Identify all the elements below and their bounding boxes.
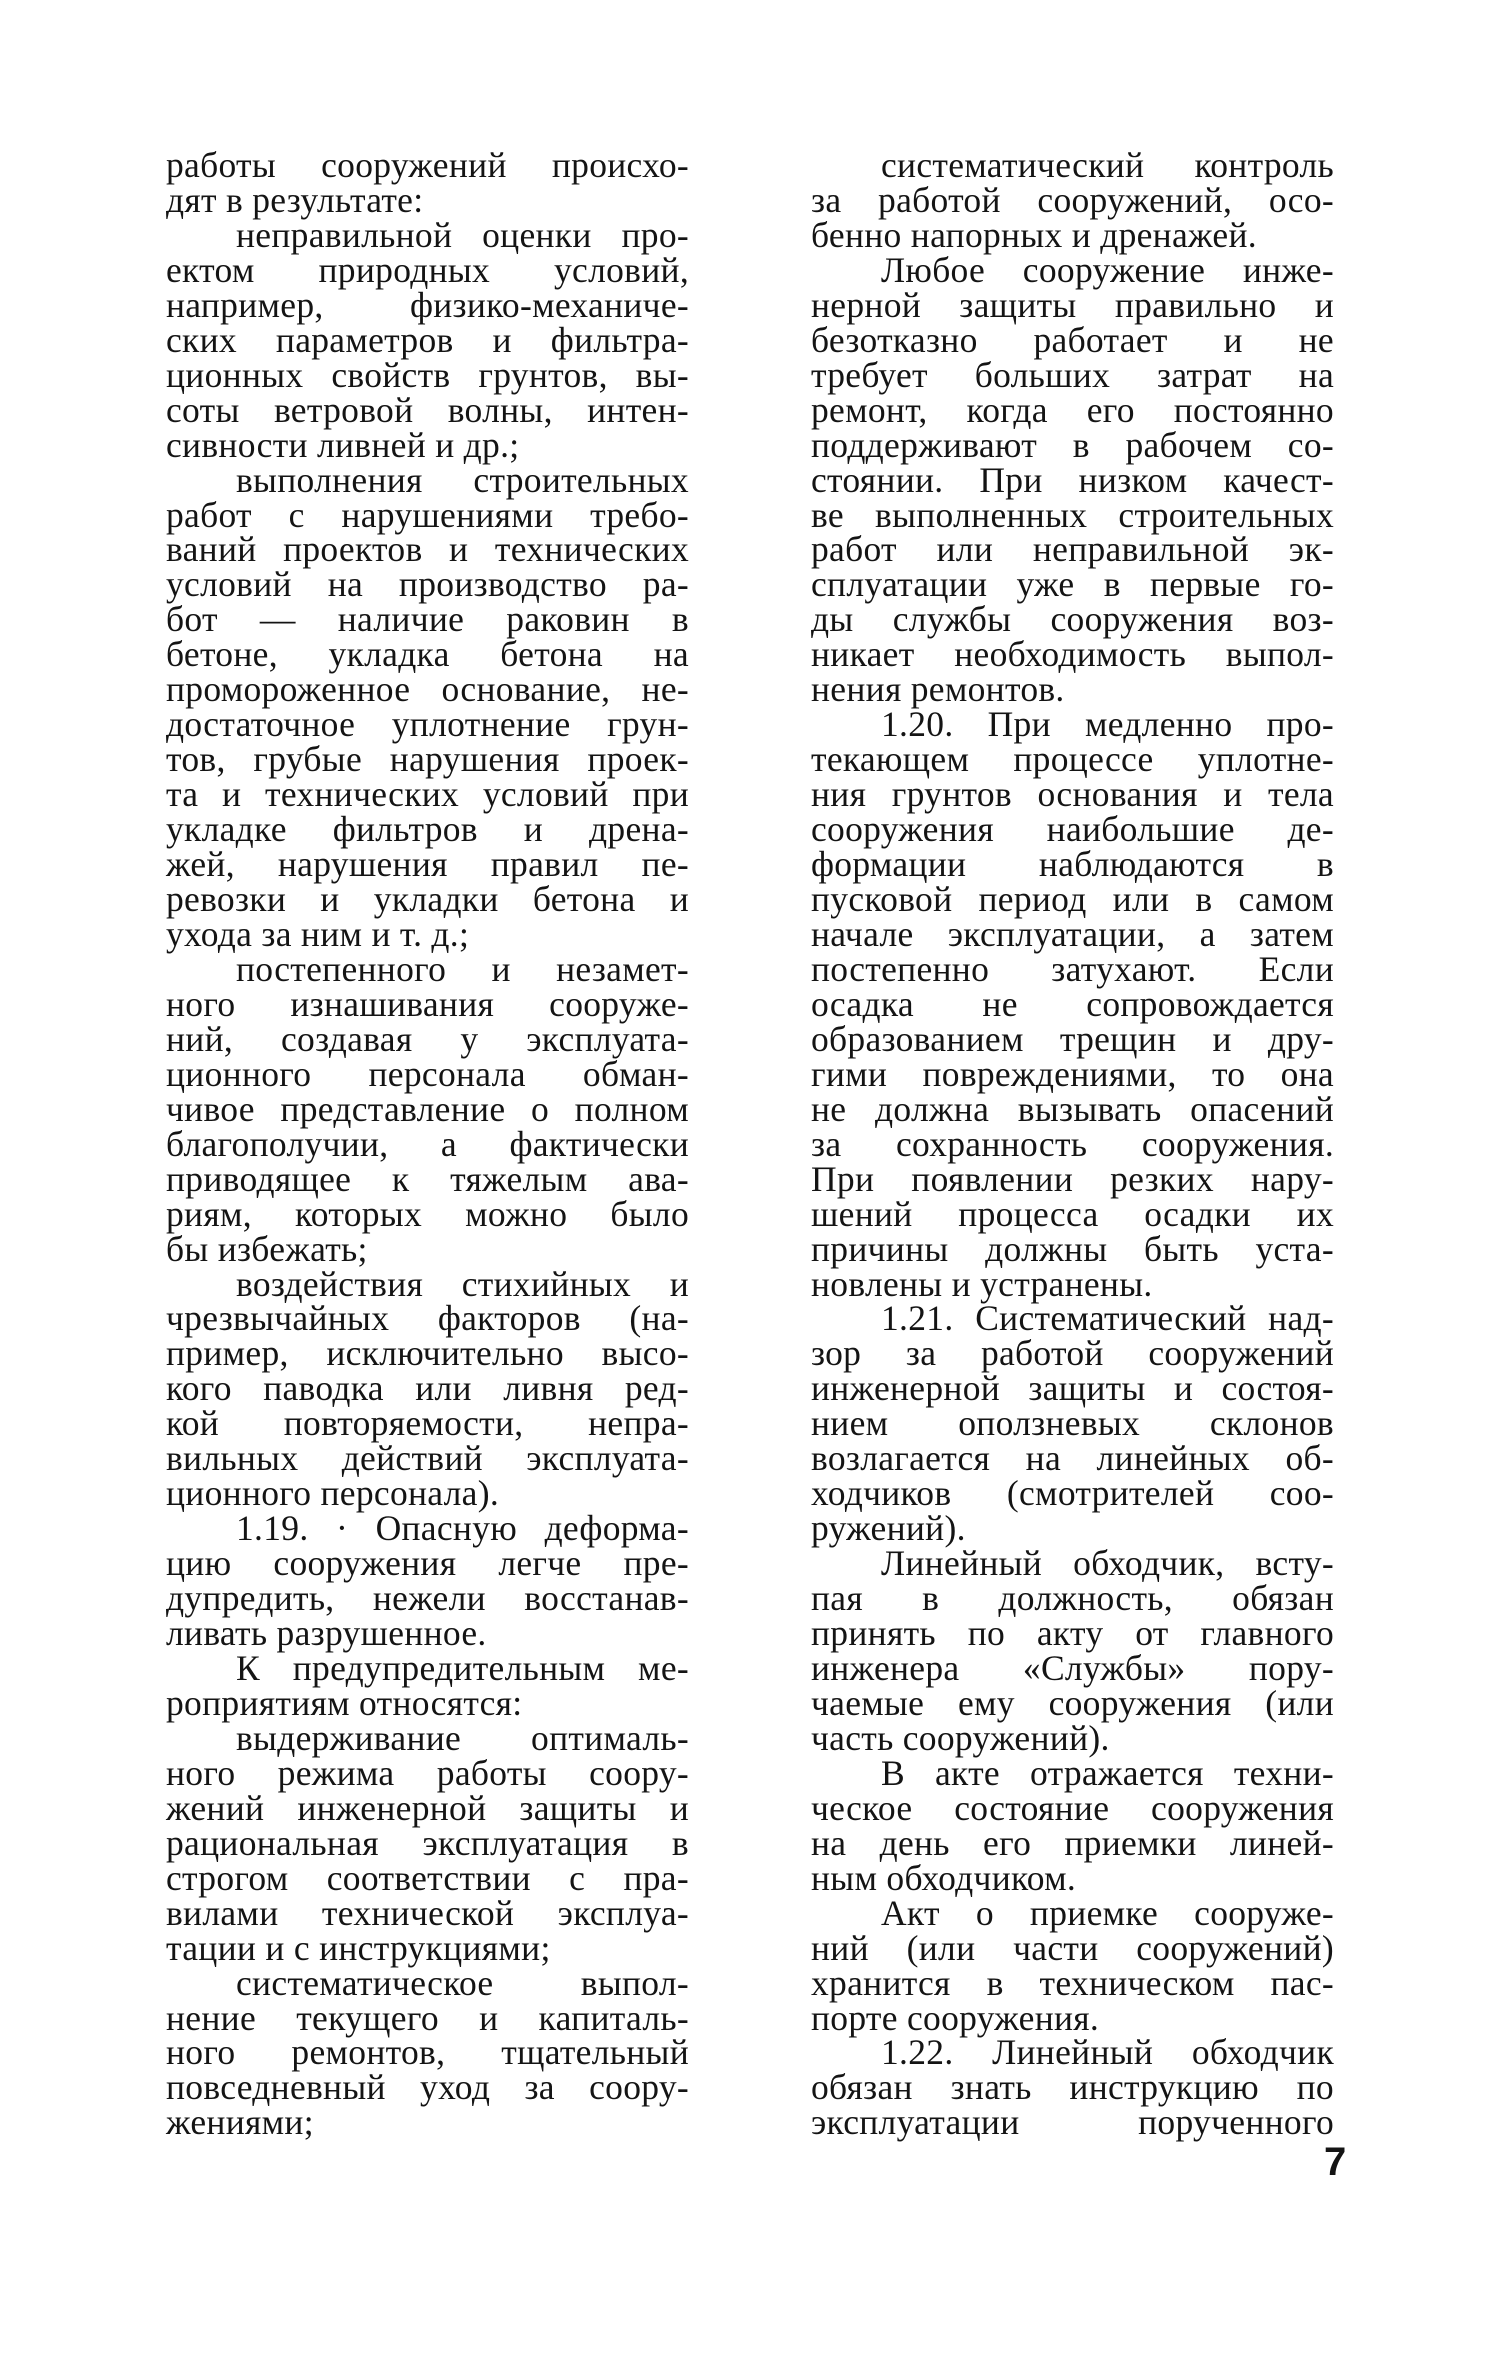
text-line: ционного персонала). xyxy=(166,1473,500,1514)
text-line: например, физико-механиче- xyxy=(166,284,689,325)
text-line: ного ремонтов, тщательный xyxy=(166,2032,689,2073)
text-line: порте сооружения. xyxy=(811,1997,1100,2038)
text-line: пая в должность, обязан xyxy=(811,1578,1334,1619)
text-line: выдерживание оптималь- xyxy=(236,1717,689,1758)
text-line: К предупредительным ме- xyxy=(236,1647,689,1688)
paragraph xyxy=(811,145,1334,255)
text-line: требует больших затрат на xyxy=(811,354,1334,395)
text-line: принять по акту от главного xyxy=(811,1613,1334,1654)
text-line: ды службы сооружения воз- xyxy=(811,599,1334,640)
text-line: ческое состояние сооружения xyxy=(811,1787,1334,1828)
text-line: инженера «Службы» пору- xyxy=(811,1647,1334,1688)
paragraph xyxy=(811,1543,1334,1758)
text-line: новлены и устранены. xyxy=(811,1263,1153,1304)
text-line: ектом природных условий, xyxy=(166,249,689,290)
text-line: строгом соответствии с пра- xyxy=(166,1857,689,1898)
paragraph xyxy=(811,249,1334,710)
text-line: нерной защиты правильно и xyxy=(811,284,1334,325)
text-line: кой повторяемости, непра- xyxy=(166,1403,689,1444)
text-line: ходчиков (смотрителей соо- xyxy=(811,1473,1334,1514)
text-line: обязан знать инструкцию по xyxy=(811,2067,1334,2108)
section-1-22 xyxy=(811,2032,1334,2143)
text-line: ний (или части сооружений) xyxy=(811,1927,1334,1968)
text-line: 1.20. При медленно про- xyxy=(881,704,1334,745)
text-line: роприятиям относятся: xyxy=(166,1682,523,1723)
text-line: инженерной защиты и состоя- xyxy=(811,1368,1334,1409)
text-line: ремонт, когда его постоянно xyxy=(811,389,1334,430)
section-1-19 xyxy=(166,1508,689,1654)
paragraph xyxy=(811,1752,1334,1898)
text-line: Акт о приемке сооруже- xyxy=(881,1892,1334,1933)
text-line: рациональная эксплуатация в xyxy=(166,1822,689,1863)
text-line: та и технических условий при xyxy=(166,774,689,815)
text-line: никает необходимость выпол- xyxy=(811,634,1334,675)
text-line: за работой сооружений, осо- xyxy=(811,179,1334,220)
text-line: соты ветровой волны, интен- xyxy=(166,389,689,430)
text-line: начале эксплуатации, а затем xyxy=(811,913,1334,954)
text-line: шений процесса осадки их xyxy=(811,1193,1334,1234)
text-line: часть сооружений). xyxy=(811,1717,1110,1758)
text-line: ционного персонала обман- xyxy=(166,1053,689,1094)
text-line: систематический контроль xyxy=(881,145,1334,185)
right-column xyxy=(811,145,1334,2143)
text-line: воздействия стихийных и xyxy=(236,1263,689,1304)
text-line: возлагается на линейных об- xyxy=(811,1438,1334,1479)
page-number: 7 xyxy=(1324,2140,1347,2184)
text-line: ного режима работы соору- xyxy=(166,1752,689,1793)
text-line: чрезвычайных факторов (на- xyxy=(166,1298,689,1339)
text-line: дупредить, нежели восстанав- xyxy=(166,1578,689,1619)
text-line: сплуатации уже в первые го- xyxy=(811,564,1334,605)
text-line: ния грунтов основания и тела xyxy=(811,774,1334,815)
text-line: стоянии. При низком качест- xyxy=(811,459,1334,500)
text-line: ного изнашивания сооруже- xyxy=(166,983,689,1024)
text-line: приводящее к тяжелым ава- xyxy=(166,1158,689,1199)
text-line: дят в результате: xyxy=(166,179,424,220)
text-line: нения ремонтов. xyxy=(811,669,1065,710)
text-line: повседневный уход за соору- xyxy=(166,2067,689,2108)
text-line: ревозки и укладки бетона и xyxy=(166,879,689,920)
section-1-20 xyxy=(811,704,1334,1304)
text-line: текающем процессе уплотне- xyxy=(811,739,1334,780)
text-line: промороженное основание, не- xyxy=(166,669,689,710)
text-line: жей, нарушения правил пе- xyxy=(166,844,689,885)
text-line: ным обходчиком. xyxy=(811,1857,1077,1898)
text-line: ционных свойств грунтов, вы- xyxy=(166,354,689,395)
text-line: достаточное уплотнение грун- xyxy=(166,704,689,745)
text-line: осадка не сопровождается xyxy=(811,983,1334,1024)
text-line: образованием трещин и дру- xyxy=(811,1018,1334,1059)
text-line: на день его приемки линей- xyxy=(811,1822,1334,1863)
text-line: пусковой период или в самом xyxy=(811,879,1334,920)
text-line: нием оползневых склонов xyxy=(811,1403,1334,1444)
left-column xyxy=(166,145,689,2143)
text-line: риям, которых можно было xyxy=(166,1193,689,1234)
text-line: Линейный обходчик, всту- xyxy=(881,1543,1334,1584)
text-line: бот — наличие раковин в xyxy=(166,599,689,640)
text-line: выполнения строительных xyxy=(236,459,689,500)
paragraph-bold-lead xyxy=(166,1647,689,1723)
text-line: ваний проектов и технических xyxy=(166,529,689,570)
text-line: 1.21. Систематический над- xyxy=(881,1298,1334,1339)
text-line: ве выполненных строительных xyxy=(811,494,1334,535)
text-line: работы сооружений происхо- xyxy=(166,145,689,185)
text-line: кого паводка или ливня ред- xyxy=(166,1368,689,1409)
paragraph xyxy=(166,459,689,954)
text-line: эксплуатации порученного xyxy=(811,2102,1334,2143)
text-line: условий на производство ра- xyxy=(166,564,689,605)
text-line: ружений). xyxy=(811,1508,966,1549)
paragraph xyxy=(166,1717,689,1968)
text-line: вильных действий эксплуата- xyxy=(166,1438,689,1479)
text-line: тов, грубые нарушения проек- xyxy=(166,739,689,780)
text-line: жениями; xyxy=(166,2102,314,2143)
text-line: гими повреждениями, то она xyxy=(811,1053,1334,1094)
text-line: Любое сооружение инже- xyxy=(881,249,1334,290)
text-line: вилами технической эксплуа- xyxy=(166,1892,689,1933)
text-line: бы избежать; xyxy=(166,1228,368,1269)
text-line: В акте отражается техни- xyxy=(881,1752,1334,1793)
paragraph xyxy=(811,1892,1334,2038)
text-line: чаемые ему сооружения (или xyxy=(811,1682,1334,1723)
text-line: бетоне, укладка бетона на xyxy=(166,634,689,675)
text-line: зор за работой сооружений xyxy=(811,1333,1334,1374)
text-line: укладке фильтров и дрена- xyxy=(166,809,689,850)
text-line: сивности ливней и др.; xyxy=(166,424,520,465)
text-line: сооружения наибольшие де- xyxy=(811,809,1334,850)
text-line: постепенного и незамет- xyxy=(236,948,689,989)
paragraph xyxy=(166,1263,689,1514)
text-line: поддерживают в рабочем со- xyxy=(811,424,1334,465)
text-line: ухода за ним и т. д.; xyxy=(166,913,470,954)
text-line: работ или неправильной эк- xyxy=(811,529,1334,570)
paragraph xyxy=(166,145,689,220)
text-line: При появлении резких нару- xyxy=(811,1158,1334,1199)
text-line: 1.22. Линейный обходчик xyxy=(881,2032,1334,2073)
text-line: пример, исключительно высо- xyxy=(166,1333,689,1374)
text-line: работ с нарушениями требо- xyxy=(166,494,689,535)
text-line: причины должны быть уста- xyxy=(811,1228,1334,1269)
text-line: ских параметров и фильтра- xyxy=(166,319,689,360)
paragraph xyxy=(166,214,689,465)
text-line: тации и с инструкциями; xyxy=(166,1927,551,1968)
text-line: ний, создавая у эксплуата- xyxy=(166,1018,689,1059)
text-line: безотказно работает и не xyxy=(811,319,1334,360)
text-line: постепенно затухают. Если xyxy=(811,948,1334,989)
text-line: чивое представление о полном xyxy=(166,1088,689,1129)
text-line: благополучии, а фактически xyxy=(166,1123,689,1164)
text-line: нение текущего и капиталь- xyxy=(166,1997,689,2038)
text-line: не должна вызывать опасений xyxy=(811,1088,1334,1129)
text-line: жений инженерной защиты и xyxy=(166,1787,689,1828)
text-line: систематическое выпол- xyxy=(236,1962,689,2003)
text-line: 1.19. · Опасную деформа- xyxy=(236,1508,689,1549)
text-line: за сохранность сооружения. xyxy=(811,1123,1334,1164)
text-line: цию сооружения легче пре- xyxy=(166,1543,689,1584)
text-line: хранится в техническом пас- xyxy=(811,1962,1334,2003)
text-line: бенно напорных и дренажей. xyxy=(811,214,1257,255)
paragraph xyxy=(166,1962,689,2143)
text-line: формации наблюдаются в xyxy=(811,844,1334,885)
section-1-21 xyxy=(811,1298,1334,1549)
paragraph xyxy=(166,948,689,1269)
text-line: неправильной оценки про- xyxy=(236,214,689,255)
text-line: ливать разрушенное. xyxy=(166,1613,487,1654)
